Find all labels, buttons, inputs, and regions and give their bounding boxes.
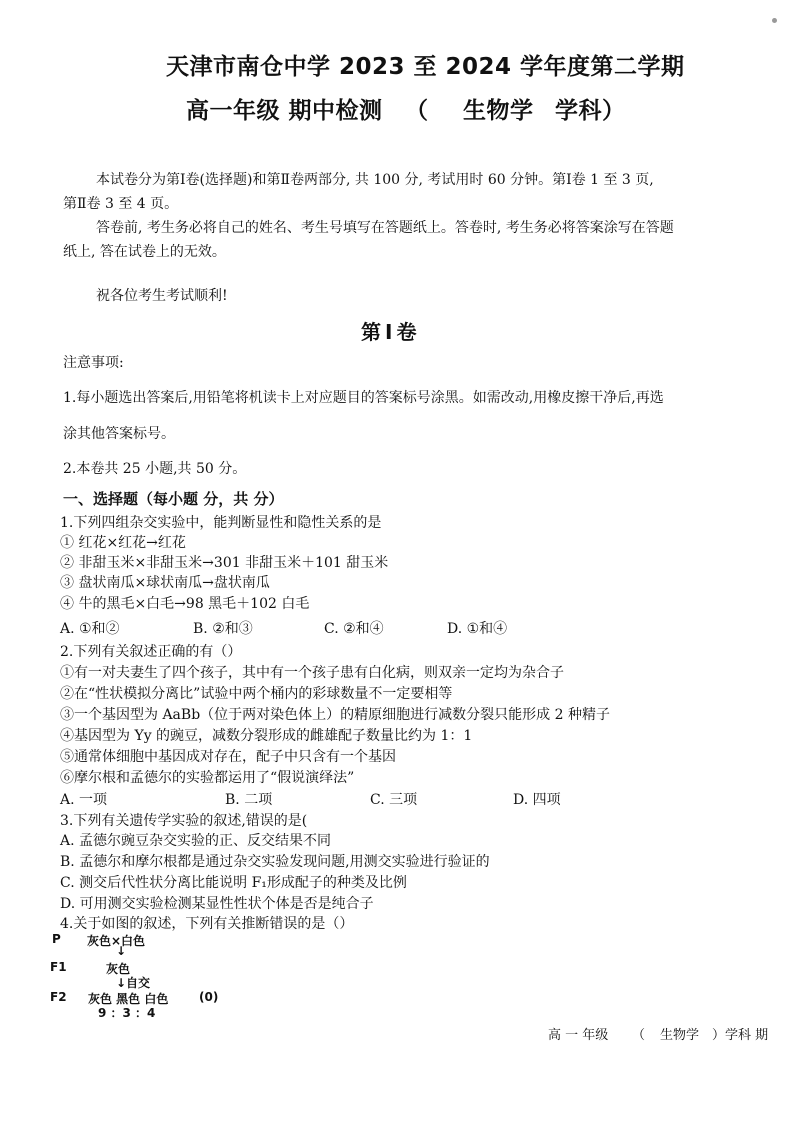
intro-wish: 祝各位考生考试顺利! xyxy=(96,288,228,304)
q3-option-d: D. 可用测交实验检测某显性性状个体是否是纯合子 xyxy=(60,896,374,912)
notes-heading: 注意事项: xyxy=(63,355,124,371)
q1-option-c: C. ②和④ xyxy=(324,621,384,637)
subtitle-paren-open: （ xyxy=(405,98,429,124)
section-1-title: 一、选择题（每小题 分，共 分） xyxy=(63,490,284,508)
q2-item: ②在“性状模拟分离比”试验中两个桶内的彩球数量不一定要相等 xyxy=(60,686,453,702)
q2-item: ④基因型为 Yy 的豌豆，减数分裂形成的雌雄配子数量比约为 1：1 xyxy=(60,728,473,744)
diagram-p-cross: 灰色×白色 xyxy=(87,934,146,948)
notes-item-2: 2.本卷共 25 小题,共 50 分。 xyxy=(63,461,247,477)
diagram-f1-value: 灰色 xyxy=(106,962,131,976)
q2-option-d: D. 四项 xyxy=(513,792,561,808)
q2-item: ①有一对夫妻生了四个孩子，其中有一个孩子患有白化病，则双亲一定均为杂合子 xyxy=(60,665,564,681)
diagram-p-label: P xyxy=(52,932,61,946)
q1-item: ① 红花×红花→红花 xyxy=(60,535,186,551)
intro-line-4: 纸上, 答在试卷上的无效。 xyxy=(63,244,226,260)
q4-stem: 4.关于如图的叙述，下列有关推断错误的是（） xyxy=(60,916,354,932)
q2-option-a: A. 一项 xyxy=(60,792,108,808)
subtitle-subject-suffix: 学科） xyxy=(555,98,626,124)
q1-option-d: D. ①和④ xyxy=(447,621,508,637)
footer-suffix: ）学科 期 xyxy=(712,1028,769,1043)
notes-item-1-line-2: 涂其他答案标号。 xyxy=(63,426,175,442)
intro-line-3: 答卷前, 考生务必将自己的姓名、考生号填写在答题纸上。答卷时, 考生务必将答案涂写在答题 xyxy=(96,220,674,236)
footer-paren-open: （ xyxy=(632,1028,646,1043)
q2-option-c: C. 三项 xyxy=(370,792,418,808)
diagram-f2-values: 灰色 黑色 白色 xyxy=(88,992,169,1006)
notes-item-1-line-1: 1.每小题选出答案后,用铅笔将机读卡上对应题目的答案标号涂黑。如需改动,用橡皮擦干净后,再选 xyxy=(63,390,664,406)
diagram-f2-label: F2 xyxy=(50,990,67,1004)
volume-title: 第Ⅰ卷 xyxy=(361,320,421,344)
q3-option-a: A. 孟德尔豌豆杂交实验的正、反交结果不同 xyxy=(60,833,332,849)
q2-option-b: B. 二项 xyxy=(225,792,273,808)
corner-mark xyxy=(772,18,777,23)
diagram-self-cross: ↓自交 xyxy=(116,976,151,990)
exam-subtitle: 高一年级 期中检测 xyxy=(186,98,383,124)
footer-subject: 生物学 xyxy=(660,1028,700,1043)
q2-item: ⑤通常体细胞中基因成对存在，配子中只含有一个基因 xyxy=(60,749,396,765)
q1-stem: 1.下列四组杂交实验中，能判断显性和隐性关系的是 xyxy=(60,515,382,531)
q1-option-a: A. ①和② xyxy=(60,621,120,637)
diagram-f1-label: F1 xyxy=(50,960,67,974)
footer-grade: 高 一 年级 xyxy=(548,1028,609,1043)
diagram-ratio: 9 ：3 ：4 xyxy=(98,1006,156,1020)
q1-option-b: B. ②和③ xyxy=(193,621,253,637)
diagram-arrow-down: ↓ xyxy=(116,944,127,958)
q1-item: ③ 盘状南瓜×球状南瓜→盘状南瓜 xyxy=(60,575,270,591)
exam-title: 天津市南仓中学 2023 至 2024 学年度第二学期 xyxy=(166,54,685,80)
q2-item: ⑥摩尔根和孟德尔的实验都运用了“假说演绎法” xyxy=(60,770,355,786)
intro-line-2: 第Ⅱ卷 3 至 4 页。 xyxy=(63,196,179,212)
q3-option-c: C. 测交后代性状分离比能说明 F₁形成配子的种类及比例 xyxy=(60,875,407,891)
q1-item: ② 非甜玉米×非甜玉米→301 非甜玉米＋101 甜玉米 xyxy=(60,555,389,571)
q2-stem: 2.下列有关叙述正确的有（） xyxy=(60,644,242,660)
q2-item: ③一个基因型为 AaBb（位于两对染色体上）的精原细胞进行减数分裂只能形成 2 种精子 xyxy=(60,707,610,723)
subtitle-subject: 生物学 xyxy=(463,98,534,124)
q1-item: ④ 牛的黑毛×白毛→98 黑毛＋102 白毛 xyxy=(60,596,310,612)
q3-stem: 3.下列有关遗传学实验的叙述,错误的是( xyxy=(60,813,308,829)
q3-option-b: B. 孟德尔和摩尔根都是通过杂交实验发现问题,用测交实验进行验证的 xyxy=(60,854,490,870)
diagram-f2-paren: (0) xyxy=(199,990,219,1004)
intro-line-1: 本试卷分为第Ⅰ卷(选择题)和第Ⅱ卷两部分, 共 100 分, 考试用时 60 分钟。第Ⅰ卷 1 至 3 页, xyxy=(96,172,654,188)
